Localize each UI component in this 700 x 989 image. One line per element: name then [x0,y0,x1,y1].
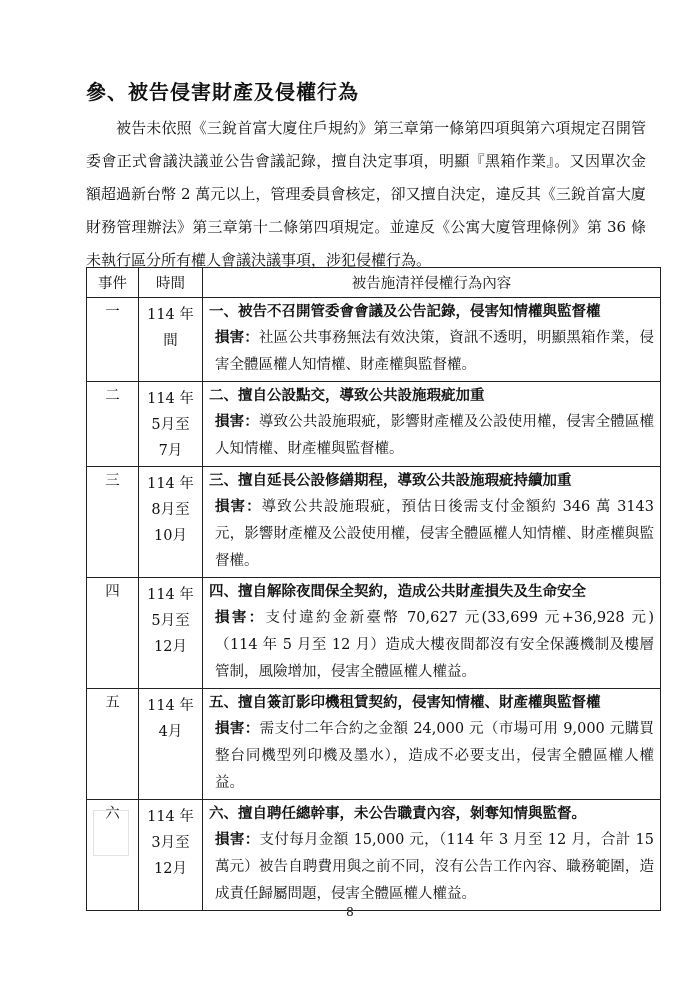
event-number: 二 [87,382,139,467]
damage-text: 導致公共設施瑕疵，影響財產權及公設使用權，侵害全體區權人知情權、財產權與監督權。 [215,414,655,457]
event-time: 114 年間 [139,298,203,382]
event-title: 五、擅自簽訂影印機租賃契約，侵害知情權、財產權與監督權 [209,695,601,711]
event-content [203,800,661,911]
event-time: 114 年 4月 [139,689,203,800]
damage-label: 損害： [215,330,259,346]
header-content: 被告施清祥侵權行為內容 [203,268,661,298]
table-row [87,689,661,800]
event-number: 六 [87,800,139,911]
damage-text: 支付每月金額 15,000 元，（114 年 3 月至 12 月，合計 15 萬元）被告自聘費用與之前不同，沒有公告工作內容、職務範圍，造成責任歸屬問題，侵害全體區權人權益。 [215,832,654,902]
event-title: 四、擅自解除夜間保全契約，造成公共財產損失及生命安全 [209,584,586,600]
event-number: 五 [87,689,139,800]
event-number: 四 [87,578,139,689]
damage-text: 導致公共設施瑕疵，預估日後需支付金額約 346 萬 3143 元，影響財產權及公設使用權，侵害全體區權人知情權、財產權與監督權。 [215,499,655,569]
event-content [203,578,661,689]
event-damage [209,409,654,463]
event-damage [209,494,654,575]
damage-label: 損害： [215,832,260,848]
damage-label: 損害： [215,721,260,737]
event-time: 114 年 5月至 7月 [139,382,203,467]
table-row [87,578,661,689]
table-header-row [87,268,661,298]
intro-text: 被告未依照《三銳首富大廈住戶規約》第三章第一條第四項與第六項規定召開管委會正式會議決議並公告會議記錄，擅自決定事項，明顯『黑箱作業』。又因單次金額超過新台幣 2 萬元以上，管理委員會核定，卻又擅自決定，違反其《三銳首富大廈財務管理辦法》第三章第十二條第四項規定。並違反《公寓大廈管理條例》第 36 條未執行區分所有權人會議決議事項，涉犯侵權行為。 [86,119,646,269]
event-title: 六、擅自聘任總幹事，未公告職責內容，剝奪知情與監督。 [209,806,586,822]
page-number: 8 [346,905,354,919]
event-title: 三、擅自延長公設修繕期程，導致公共設施瑕疵持續加重 [209,473,572,489]
event-damage [209,716,654,797]
table-row [87,800,661,911]
event-title: 二、擅自公設點交，導致公共設施瑕疵加重 [209,388,485,404]
damage-text: 需支付二年合約之金額 24,000 元（市場可用 9,000 元購買整台同機型列印機及墨水），造成不必要支出，侵害全體區權人權益。 [215,721,655,791]
event-time: 114 年 5月至 12月 [139,578,203,689]
stamp-mark [93,810,129,856]
header-time: 時間 [139,268,203,298]
table-row [87,467,661,578]
intro-paragraph [86,112,646,277]
event-damage [209,605,654,686]
event-content [203,382,661,467]
event-title: 一、被告不召開管委會會議及公告記錄，侵害知情權與監督權 [209,304,601,320]
damage-label: 損害： [215,610,266,626]
damage-label: 損害： [215,414,259,430]
event-time: 114 年 3月至 12月 [139,800,203,911]
event-number: 三 [87,467,139,578]
table-row [87,298,661,382]
event-content [203,467,661,578]
event-damage [209,827,654,908]
infringement-table [86,267,661,911]
damage-label: 損害： [215,499,262,515]
event-content [203,689,661,800]
event-number: 一 [87,298,139,382]
damage-text: 社區公共事務無法有效決策，資訊不透明，明顯黑箱作業，侵害全體區權人知情權、財產權與監督權。 [215,330,655,373]
section-heading: 參、被告侵害財產及侵權行為 [86,80,359,104]
event-damage [209,325,654,379]
event-content [203,298,661,382]
event-time: 114 年 8月至 10月 [139,467,203,578]
header-event: 事件 [87,268,139,298]
damage-text: 支付違約金新臺幣 70,627 元(33,699 元+36,928 元)（114 年 5 月至 12 月）造成大樓夜間都沒有安全保護機制及樓層管制，風險增加，侵害全體區權人權益。 [215,610,654,680]
table-row [87,382,661,467]
